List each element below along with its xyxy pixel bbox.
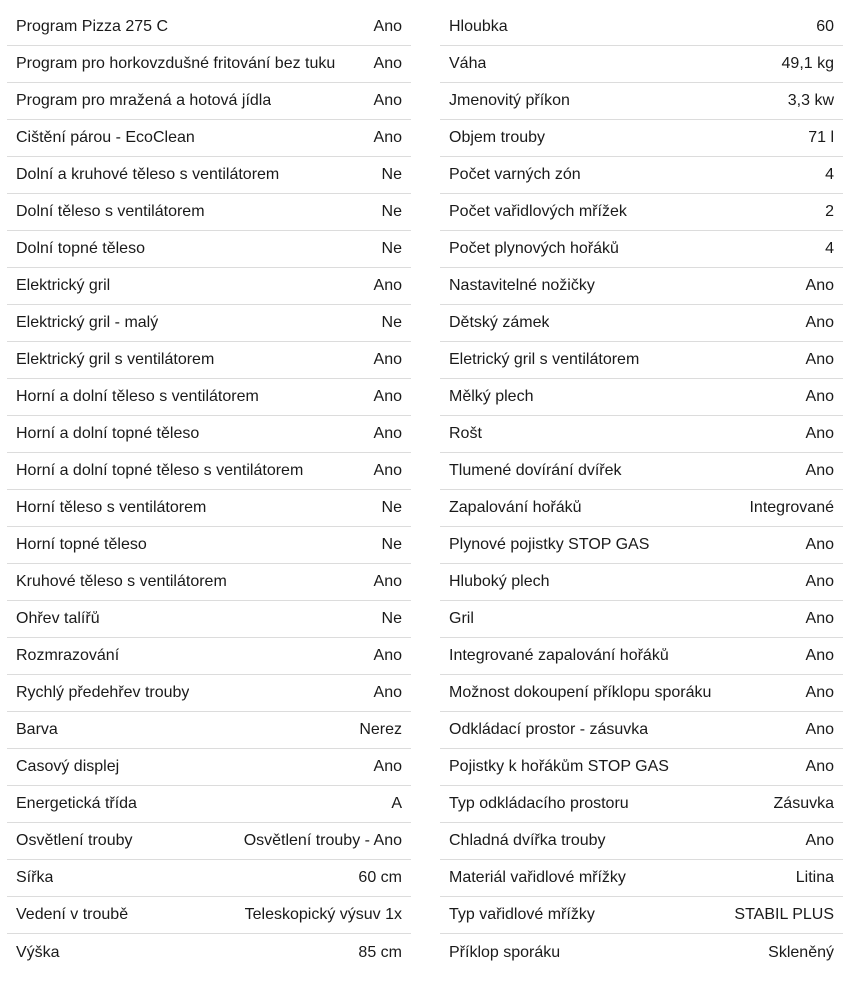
spec-row xyxy=(440,601,843,638)
spec-row xyxy=(440,268,843,305)
spec-row xyxy=(440,305,843,342)
spec-label: Dolní topné těleso xyxy=(16,241,145,257)
spec-label: Elektrický gril - malý xyxy=(16,315,159,331)
spec-label: Ohřev talířů xyxy=(16,611,100,627)
spec-row xyxy=(440,231,843,268)
spec-label: Zapalování hořáků xyxy=(449,500,582,516)
spec-label: Dolní těleso s ventilátorem xyxy=(16,204,205,220)
spec-value: Ano xyxy=(373,92,402,109)
spec-label: Eletrický gril s ventilátorem xyxy=(449,352,640,368)
spec-value: Nerez xyxy=(359,721,402,738)
spec-value: Ne xyxy=(381,536,402,553)
spec-value: Ano xyxy=(373,388,402,405)
spec-row xyxy=(7,786,411,823)
spec-label: Vedení v troubě xyxy=(16,907,129,923)
spec-label: Nastavitelné nožičky xyxy=(449,278,595,294)
spec-value: 49,1 kg xyxy=(781,55,834,72)
spec-row xyxy=(7,194,411,231)
spec-value: Ano xyxy=(805,832,834,849)
spec-label: Barva xyxy=(16,722,58,738)
spec-label: Horní a dolní topné těleso s ventilátorem xyxy=(16,463,304,479)
spec-value: Ne xyxy=(381,166,402,183)
spec-label: Kruhové těleso s ventilátorem xyxy=(16,574,227,590)
spec-value: Litina xyxy=(795,869,834,886)
spec-value: 60 cm xyxy=(358,869,402,886)
spec-label: Pojistky k hořákům STOP GAS xyxy=(449,759,669,775)
spec-label: Výška xyxy=(16,944,60,961)
spec-label: Objem trouby xyxy=(449,130,546,146)
spec-label: Typ vařidlové mřížky xyxy=(449,907,595,923)
spec-label: Horní a dolní těleso s ventilátorem xyxy=(16,389,259,405)
spec-label: Tlumené dovírání dvířek xyxy=(449,463,622,479)
spec-row xyxy=(440,860,843,897)
spec-row xyxy=(7,934,411,971)
spec-row xyxy=(7,268,411,305)
spec-row xyxy=(440,897,843,934)
spec-value: Ano xyxy=(805,684,834,701)
spec-label: Čištění párou - EcoClean xyxy=(16,130,195,146)
spec-label: Rychlý předehřev trouby xyxy=(16,685,190,701)
spec-value: Zásuvka xyxy=(773,795,834,812)
spec-row xyxy=(440,83,843,120)
spec-label: Horní a dolní topné těleso xyxy=(16,426,200,442)
spec-row xyxy=(7,342,411,379)
spec-value: Teleskopický výsuv 1x xyxy=(244,906,402,923)
spec-row xyxy=(7,379,411,416)
spec-row xyxy=(7,305,411,342)
spec-value: A xyxy=(391,795,402,812)
spec-value: 2 xyxy=(825,203,834,220)
spec-value: 3,3 kw xyxy=(787,92,834,109)
spec-row xyxy=(440,527,843,564)
spec-value: Ano xyxy=(373,684,402,701)
spec-row xyxy=(7,823,411,860)
spec-row xyxy=(440,712,843,749)
spec-label: Mělký plech xyxy=(449,389,534,405)
spec-row xyxy=(7,83,411,120)
spec-row xyxy=(7,9,411,46)
spec-row xyxy=(7,749,411,786)
spec-value: Ne xyxy=(381,610,402,627)
spec-label: Počet varných zón xyxy=(449,167,581,183)
spec-row xyxy=(7,860,411,897)
spec-value: Ano xyxy=(805,351,834,368)
spec-value: Ano xyxy=(373,573,402,590)
spec-label: Možnost dokoupení příklopu sporáku xyxy=(449,685,712,701)
spec-row xyxy=(440,786,843,823)
spec-label: Dolní a kruhové těleso s ventilátorem xyxy=(16,167,280,183)
spec-label: Energetická třída xyxy=(16,796,137,812)
spec-label: Integrované zapalování hořáků xyxy=(449,648,669,664)
spec-label: Plynové pojistky STOP GAS xyxy=(449,537,650,553)
spec-label: Rozmrazování xyxy=(16,648,120,664)
spec-value: Ano xyxy=(805,462,834,479)
spec-row xyxy=(7,157,411,194)
spec-label: Osvětlení trouby xyxy=(16,833,133,849)
spec-row xyxy=(7,897,411,934)
spec-row xyxy=(440,638,843,675)
spec-row xyxy=(440,46,843,83)
spec-value: 71 l xyxy=(808,129,834,146)
spec-value: Ne xyxy=(381,499,402,516)
spec-value: Ne xyxy=(381,314,402,331)
spec-value: Ano xyxy=(373,351,402,368)
spec-value: Ano xyxy=(805,425,834,442)
spec-value: 60 xyxy=(816,18,834,35)
spec-value: Ano xyxy=(805,573,834,590)
spec-row xyxy=(440,157,843,194)
spec-value: Ano xyxy=(805,277,834,294)
spec-value: Skleněný xyxy=(768,943,834,961)
spec-row xyxy=(440,9,843,46)
spec-row xyxy=(7,712,411,749)
spec-value: Ano xyxy=(373,462,402,479)
spec-label: Typ odkládacího prostoru xyxy=(449,796,629,812)
spec-row xyxy=(7,46,411,83)
spec-row xyxy=(7,601,411,638)
spec-label: Program pro horkovzdušné fritování bez tuku xyxy=(16,56,336,72)
spec-value: Ano xyxy=(373,425,402,442)
spec-label: Horní topné těleso xyxy=(16,537,147,553)
spec-value: 4 xyxy=(825,166,834,183)
spec-row xyxy=(440,934,843,971)
spec-label: Počet vařidlových mřížek xyxy=(449,204,627,220)
spec-value: Ne xyxy=(381,240,402,257)
spec-label: Chladná dvířka trouby xyxy=(449,833,606,849)
spec-value: Ano xyxy=(373,647,402,664)
spec-value: 4 xyxy=(825,240,834,257)
spec-label: Odkládací prostor - zásuvka xyxy=(449,722,649,738)
spec-row xyxy=(440,675,843,712)
spec-label: Počet plynových hořáků xyxy=(449,241,619,257)
spec-row xyxy=(440,749,843,786)
spec-value: Ano xyxy=(805,388,834,405)
spec-row xyxy=(440,416,843,453)
spec-value: 85 cm xyxy=(358,943,402,961)
spec-row xyxy=(440,342,843,379)
spec-value: Ano xyxy=(805,721,834,738)
spec-value: STABIL PLUS xyxy=(734,906,834,923)
spec-label: Gril xyxy=(449,611,474,627)
spec-row xyxy=(7,527,411,564)
spec-label: Horní těleso s ventilátorem xyxy=(16,500,207,516)
spec-value: Ano xyxy=(373,18,402,35)
spec-value: Ano xyxy=(805,610,834,627)
spec-column-right xyxy=(440,9,843,971)
spec-row xyxy=(440,120,843,157)
spec-value: Ano xyxy=(805,758,834,775)
spec-value: Osvětlení trouby - Ano xyxy=(243,832,402,849)
spec-label: Časový displej xyxy=(16,759,120,775)
spec-label: Šířka xyxy=(16,870,54,886)
spec-label: Váha xyxy=(449,56,487,72)
spec-value: Ano xyxy=(805,647,834,664)
spec-label: Příklop sporáku xyxy=(449,944,561,961)
spec-row xyxy=(7,416,411,453)
spec-value: Ano xyxy=(805,314,834,331)
spec-value: Ano xyxy=(805,536,834,553)
spec-label: Program pro mražená a hotová jídla xyxy=(16,93,272,109)
spec-label: Rošt xyxy=(449,426,482,442)
spec-row xyxy=(7,638,411,675)
spec-value: Integrované xyxy=(749,499,834,516)
spec-label: Hluboký plech xyxy=(449,574,550,590)
spec-label: Materiál vařidlové mřížky xyxy=(449,870,626,886)
spec-row xyxy=(7,231,411,268)
spec-row xyxy=(440,490,843,527)
spec-row xyxy=(440,453,843,490)
spec-row xyxy=(7,453,411,490)
spec-value: Ano xyxy=(373,277,402,294)
spec-row xyxy=(7,675,411,712)
spec-row xyxy=(440,564,843,601)
spec-value: Ano xyxy=(373,129,402,146)
spec-row xyxy=(7,490,411,527)
spec-label: Elektrický gril xyxy=(16,278,111,294)
spec-row xyxy=(440,823,843,860)
spec-label: Elektrický gril s ventilátorem xyxy=(16,352,215,368)
spec-row xyxy=(7,564,411,601)
spec-label: Dětský zámek xyxy=(449,315,550,331)
spec-value: Ano xyxy=(373,758,402,775)
spec-row xyxy=(440,194,843,231)
spec-row xyxy=(7,120,411,157)
spec-row xyxy=(440,379,843,416)
spec-label: Hloubka xyxy=(449,19,508,35)
spec-value: Ne xyxy=(381,203,402,220)
spec-label: Program Pizza 275 C xyxy=(16,19,169,35)
spec-column-left xyxy=(7,9,411,971)
spec-value: Ano xyxy=(373,55,402,72)
spec-label: Jmenovitý příkon xyxy=(449,93,570,109)
